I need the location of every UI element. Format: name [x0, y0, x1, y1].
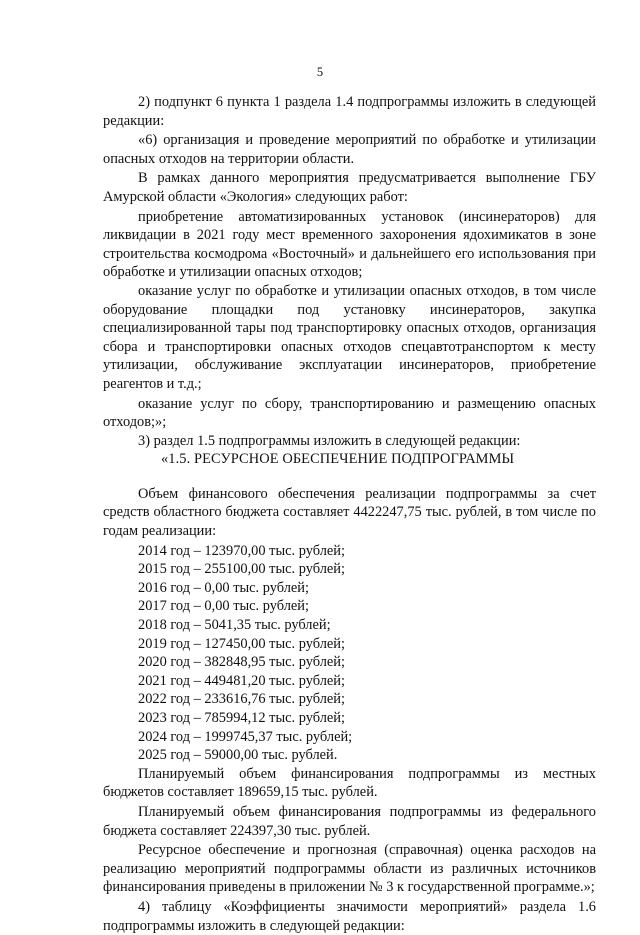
paragraph-local-budget: Планируемый объем финансирования подпрограммы из местных бюджетов составляет 189659,15 тыс. рублей. [103, 765, 596, 801]
section-title: «1.5. РЕСУРСНОЕ ОБЕСПЕЧЕНИЕ ПОДПРОГРАММЫ [161, 451, 515, 468]
paragraph-subitem-6-text: «6) организация и проведение мероприятий по обработке и утилизации опасных отходов на территории области. [103, 132, 596, 167]
paragraph-incinerator-purchase: приобретение автоматизированных установок (инсинераторов) для ликвидации в 2021 году мест временного захоронения ядохимикатов в зоне строительства космодрома «Восточный» и дальнейшего его использования при обработке и утилизации опасных отходов; [103, 208, 596, 281]
funding-year-item: 2023 год – 785994,12 тыс. рублей; [138, 710, 345, 726]
funding-year-item: 2020 год – 382848,95 тыс. рублей; [138, 654, 345, 671]
funding-year-item: 2022 год – 233616,76 тыс. рублей; [138, 691, 345, 708]
funding-year-item: 2018 год – 5041,35 тыс. рублей; [138, 617, 331, 634]
funding-year-item: 2021 год – 449481,20 тыс. рублей; [138, 672, 345, 689]
paragraph-waste-services: оказание услуг по обработке и утилизации опасных отходов, в том числе оборудование площадки под установку инсинераторов, закупка специализированной тары под транспортировку опасных отходов, организация сбора и транспортировки опасных отходов спецавтотранспортом к месту утилизации, обслуживание эксплуатации инсинераторов, приобретение реагентов и т.д.; [103, 282, 596, 392]
paragraph-funding-intro: Объем финансового обеспечения реализации подпрограммы за счет средств областного бюджета составляет 4422247,75 тыс. рублей, в том числе по годам реализации: [103, 485, 596, 540]
funding-year-item: 2016 год – 0,00 тыс. рублей; [138, 579, 309, 596]
paragraph-resource-estimate: Ресурсное обеспечение и прогнозная (справочная) оценка расходов на реализацию мероприятий подпрограммы области из различных источников финансирования приведены в приложении № 3 к государственной программе.»; [103, 842, 596, 896]
document-body [103, 93, 596, 935]
paragraph-amend-section-1-5: 3) раздел 1.5 подпрограммы изложить в следующей редакции: [138, 432, 521, 449]
paragraph-amend-table: 4) таблицу «Коэффициенты значимости мероприятий» раздела 1.6 подпрограммы изложить в следующей редакции: [103, 898, 596, 934]
funding-year-item: 2015 год – 255100,00 тыс. рублей; [138, 561, 345, 578]
funding-year-item: 2014 год – 123970,00 тыс. рублей; [138, 542, 345, 559]
funding-years-list [103, 542, 596, 765]
page-number: 5 [316, 65, 324, 79]
funding-year-item: 2024 год – 1999745,37 тыс. рублей; [138, 728, 353, 745]
paragraph-activity-scope: В рамках данного мероприятия предусматривается выполнение ГБУ Амурской области «Экология» следующих работ: [103, 170, 596, 205]
paragraph-collection-services: оказание услуг по сбору, транспортированию и размещению опасных отходов;»; [103, 395, 596, 431]
paragraph-federal-budget: Планируемый объем финансирования подпрограммы из федерального бюджета составляет 224397,30 тыс. рублей. [103, 803, 596, 839]
funding-year-item: 2025 год – 59000,00 тыс. рублей. [138, 747, 338, 764]
funding-year-item: 2019 год – 127450,00 тыс. рублей; [138, 635, 345, 652]
paragraph-amend-subitem-6: 2) подпункт 6 пункта 1 раздела 1.4 подпрограммы изложить в следующей редакции: [103, 94, 596, 129]
funding-year-item: 2017 год – 0,00 тыс. рублей; [138, 598, 309, 615]
